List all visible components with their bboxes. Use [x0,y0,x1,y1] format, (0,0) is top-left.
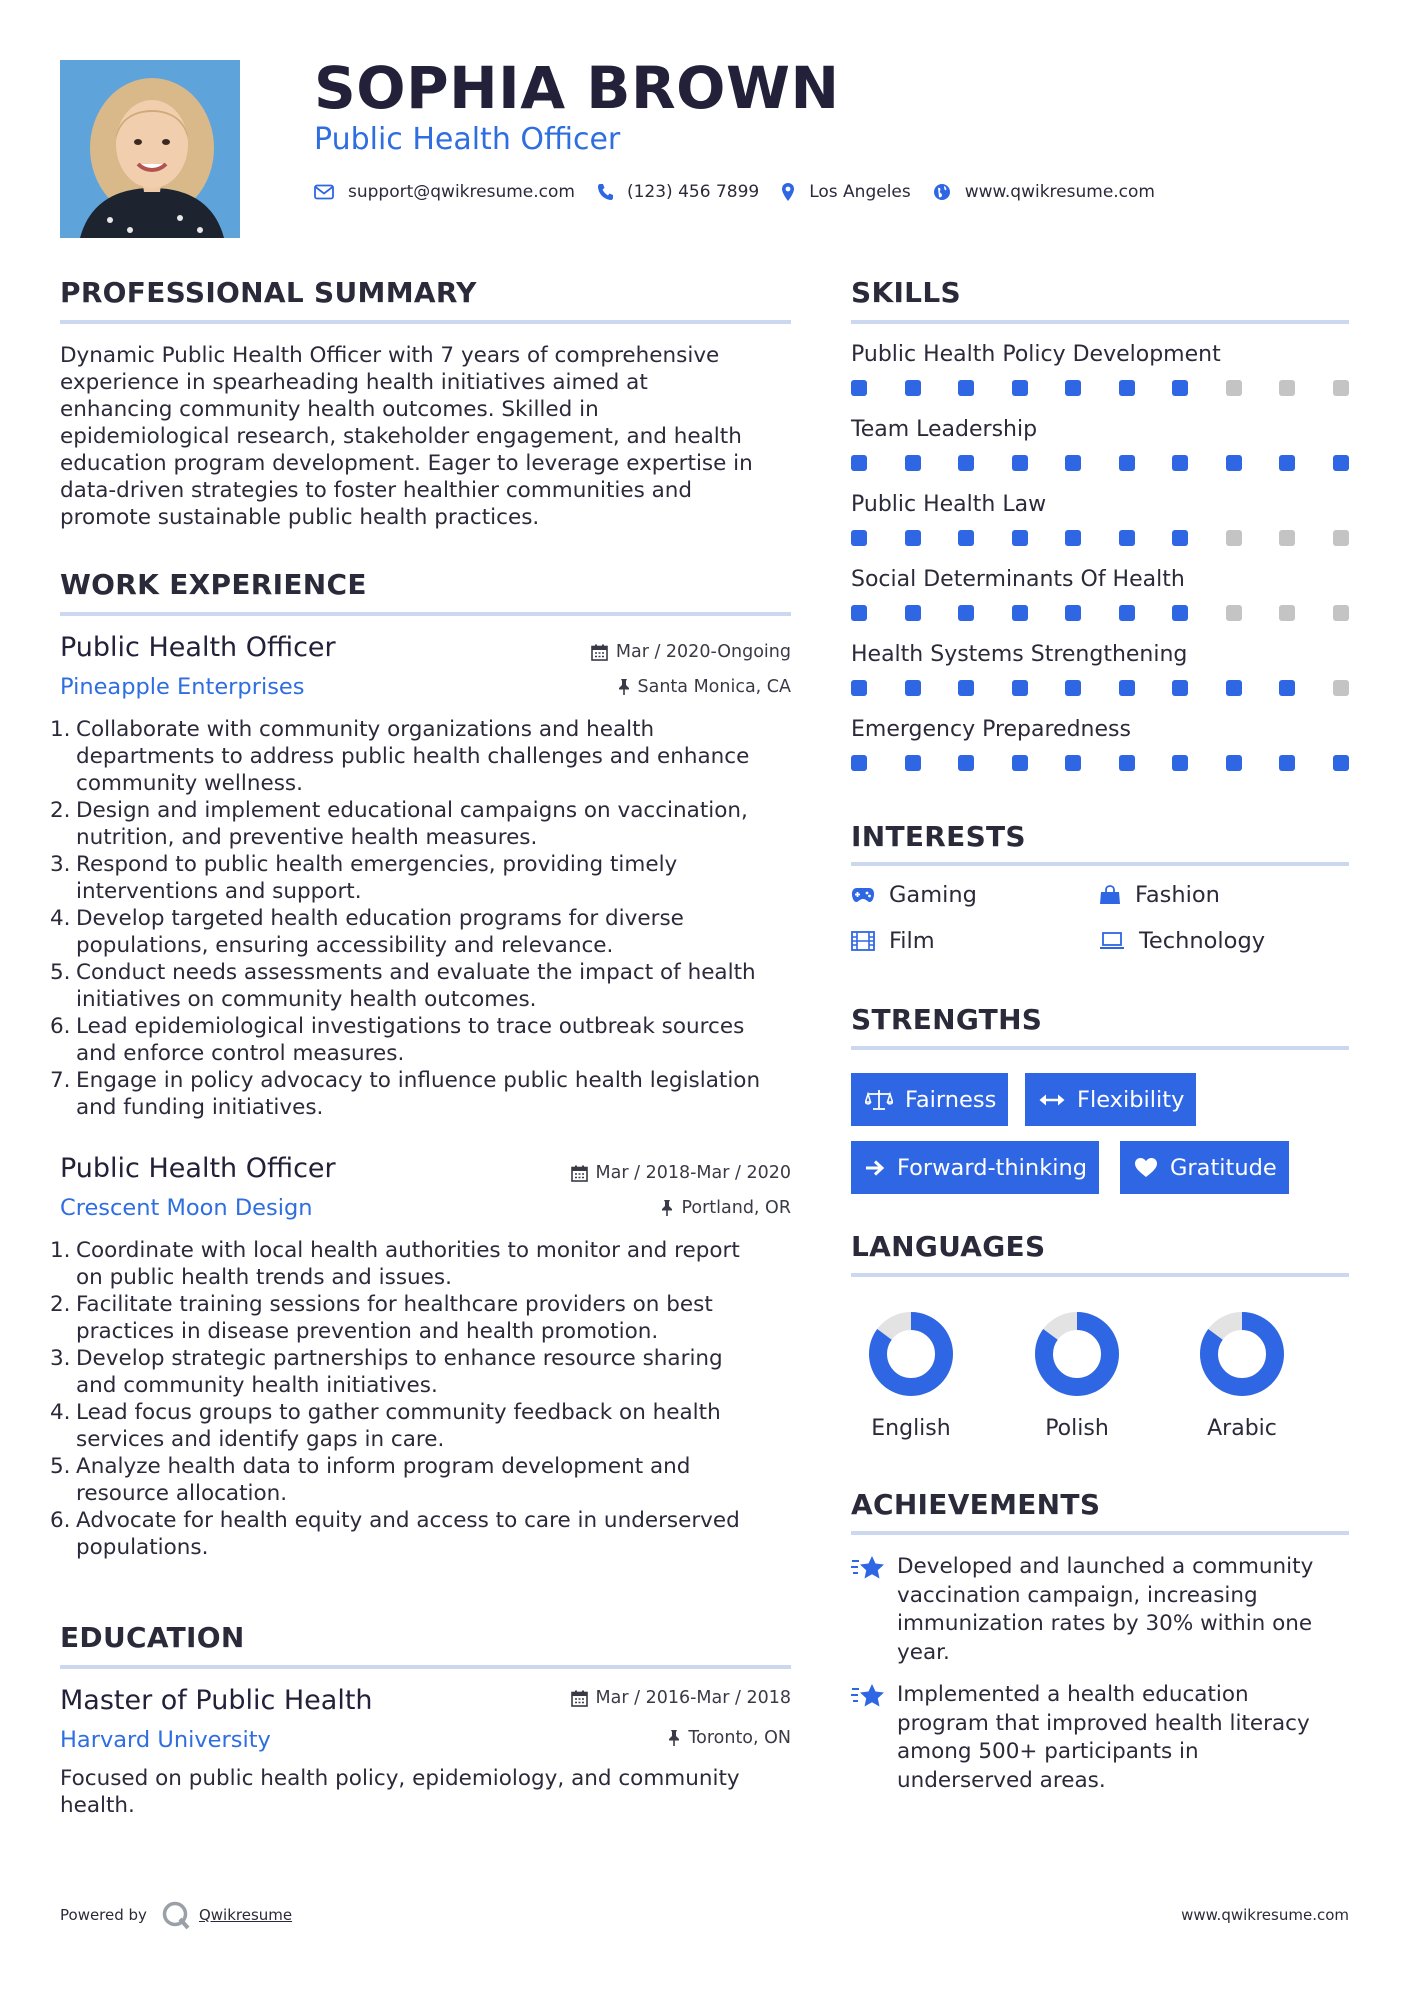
skill-item [851,717,1349,771]
strength-tag [1025,1073,1196,1126]
company-name: Crescent Moon Design [60,1195,313,1221]
item-line: Coordinate with local health authorities to monitor and report [76,1238,740,1263]
item-number: 1. [50,1238,71,1263]
section-title-skills: SKILLS [851,276,961,309]
star-icon [851,1683,885,1709]
item-line: populations. [76,1535,209,1560]
skill-item [851,342,1349,396]
rating-dot-empty [1333,380,1349,396]
item-line: populations, ensuring accessibility and relevance. [76,933,614,958]
rating-dot-filled [1065,605,1081,621]
item-number: 7. [50,1068,71,1093]
film-icon [851,931,875,951]
rating-dot-filled [1279,755,1295,771]
phone-icon [597,183,613,201]
rating-dot-filled [1172,380,1188,396]
skill-rating [851,680,1349,696]
rating-dot-filled [958,455,974,471]
item-line: Develop targeted health education programs for diverse [76,906,684,931]
job-dates [591,642,791,662]
job-bullet-list [50,716,810,1121]
rating-dot-filled [905,755,921,771]
rating-dot-filled [1012,530,1028,546]
job-bullet-list [50,1237,810,1561]
laptop-icon [1099,932,1125,950]
section-title-languages: LANGUAGES [851,1230,1046,1263]
education-line: Focused on public health policy, epidemiology, and community [60,1766,740,1791]
education-location [668,1728,791,1748]
achievement-item [851,1681,1351,1795]
section-title-experience: WORK EXPERIENCE [60,568,367,601]
rating-dot-filled [851,455,867,471]
achievement-item [851,1553,1351,1667]
item-line: Respond to public health emergencies, providing timely [76,852,678,877]
list-item [50,1507,810,1561]
summary-line: epidemiological research, stakeholder engagement, and health [60,424,742,449]
rating-dot-filled [851,605,867,621]
rating-dot-filled [1119,530,1135,546]
rating-dot-filled [1012,455,1028,471]
interest-item [1099,882,1220,908]
job-title: Public Health Officer [60,632,336,663]
skill-name: Public Health Law [851,492,1047,517]
interest-item [851,928,935,954]
job-location-text: Santa Monica, CA [637,677,791,697]
calendar-icon [591,644,608,661]
calendar-icon [571,1690,588,1707]
contact-email-text: support@qwikresume.com [348,182,575,202]
interest-label: Fashion [1135,882,1220,908]
job-dates [571,1163,791,1183]
degree-title: Master of Public Health [60,1685,373,1716]
rating-dot-filled [1012,605,1028,621]
rating-dot-filled [1119,455,1135,471]
rating-dot-filled [1172,680,1188,696]
item-number: 6. [50,1014,71,1039]
item-line: nutrition, and preventive health measures. [76,825,538,850]
rating-dot-filled [1065,530,1081,546]
section-divider [60,1665,791,1669]
item-line: interventions and support. [76,879,362,904]
item-line: and enforce control measures. [76,1041,405,1066]
education-line: health. [60,1793,135,1818]
achievement-line: immunization rates by 30% within one [897,1611,1313,1636]
company-name: Pineapple Enterprises [60,674,305,700]
footer-url[interactable]: www.qwikresume.com [1181,1906,1349,1924]
rating-dot-empty [1333,530,1349,546]
item-line: initiatives on community health outcomes. [76,987,537,1012]
interest-label: Technology [1139,928,1266,954]
interest-label: Gaming [889,882,977,908]
job-dates-text: Mar / 2020-Ongoing [615,642,791,662]
rating-dot-empty [1333,680,1349,696]
contact-phone-text: (123) 456 7899 [626,182,760,202]
pushpin-icon [668,1729,680,1747]
job-location-text: Portland, OR [681,1198,791,1218]
list-item [50,1399,810,1453]
pushpin-icon [618,678,630,696]
list-item [50,1291,810,1345]
contact-email[interactable] [314,182,575,202]
skill-item [851,417,1349,471]
list-item [50,1013,810,1067]
language-item [1172,1310,1312,1441]
list-item [50,1067,810,1121]
skill-item [851,492,1349,546]
rating-dot-filled [958,380,974,396]
section-title-achievements: ACHIEVEMENTS [851,1488,1101,1521]
rating-dot-filled [1226,455,1242,471]
item-number: 4. [50,1400,71,1425]
language-label: English [871,1416,951,1441]
strength-label: Gratitude [1170,1154,1277,1181]
rating-dot-filled [1119,680,1135,696]
item-line: practices in disease prevention and health promotion. [76,1319,659,1344]
rating-dot-filled [905,680,921,696]
list-item [50,716,810,797]
rating-dot-filled [958,530,974,546]
item-line: community wellness. [76,771,303,796]
skill-rating [851,605,1349,621]
strength-tag [851,1073,1008,1126]
rating-dot-filled [851,530,867,546]
section-divider [851,320,1349,324]
rating-dot-filled [905,455,921,471]
summary-line: education program development. Eager to leverage expertise in [60,451,753,476]
skill-item [851,642,1349,696]
qwikresume-logo-icon [161,1900,191,1930]
rating-dot-filled [1279,455,1295,471]
rating-dot-filled [958,605,974,621]
rating-dot-filled [1333,455,1349,471]
rating-dot-filled [905,380,921,396]
rating-dot-filled [1065,680,1081,696]
list-item [50,1453,810,1507]
rating-dot-filled [1065,455,1081,471]
achievement-line: Developed and launched a community [897,1554,1314,1579]
language-item [841,1310,981,1441]
rating-dot-filled [1065,380,1081,396]
item-line: Lead focus groups to gather community feedback on health [76,1400,721,1425]
item-number: 4. [50,906,71,931]
list-item [50,851,810,905]
skill-name: Health Systems Strengthening [851,642,1188,667]
skill-name: Emergency Preparedness [851,717,1131,742]
section-title-education: EDUCATION [60,1621,245,1654]
job-title: Public Health Officer [60,1153,336,1184]
item-number: 3. [50,1346,71,1371]
star-icon [851,1555,885,1581]
achievement-line: year. [897,1639,950,1665]
item-line: and community health initiatives. [76,1373,438,1398]
item-number: 2. [50,1292,71,1317]
item-number: 3. [50,852,71,877]
section-divider [851,1531,1349,1535]
rating-dot-filled [958,755,974,771]
item-line: Engage in policy advocacy to influence public health legislation [76,1068,761,1093]
item-line: on public health trends and issues. [76,1265,452,1290]
rating-dot-filled [851,380,867,396]
rating-dot-filled [1012,755,1028,771]
list-item [50,1237,810,1291]
section-title-interests: INTERESTS [851,820,1026,853]
rating-dot-filled [851,680,867,696]
strength-label: Fairness [905,1086,997,1113]
item-line: services and identify gaps in care. [76,1427,445,1452]
contact-website[interactable] [933,182,1155,202]
footer-powered-by [60,1900,292,1930]
rating-dot-empty [1279,380,1295,396]
item-number: 1. [50,717,71,742]
item-line: Lead epidemiological investigations to trace outbreak sources [76,1014,745,1039]
interest-item [1099,928,1265,954]
summary-line: promote sustainable public health practices. [60,505,540,530]
rating-dot-filled [1279,680,1295,696]
summary-line: data-driven strategies to foster healthier communities and [60,478,693,503]
job-location [661,1198,791,1218]
item-line: Facilitate training sessions for healthcare providers on best [76,1292,713,1317]
shopping-bag-icon [1099,885,1121,905]
achievement-line: Implemented a health education [897,1682,1249,1707]
rating-dot-filled [1012,680,1028,696]
section-divider [851,1273,1349,1277]
candidate-title: Public Health Officer [314,122,621,157]
map-pin-icon [781,182,795,202]
profile-photo [60,60,240,238]
summary-text [60,342,800,531]
item-line: departments to address public health challenges and enhance [76,744,750,769]
rating-dot-empty [1226,380,1242,396]
list-item [50,797,810,851]
language-progress-ring [1198,1310,1286,1398]
job-location [618,677,792,697]
item-line: Analyze health data to inform program development and [76,1454,691,1479]
language-item [1007,1310,1147,1441]
item-number: 5. [50,1454,71,1479]
section-divider [851,1046,1349,1050]
section-title-summary: PROFESSIONAL SUMMARY [60,276,477,309]
achievement-line: among 500+ participants in [897,1739,1199,1764]
rating-dot-filled [1172,755,1188,771]
rating-dot-filled [1012,380,1028,396]
item-number: 6. [50,1508,71,1533]
rating-dot-filled [958,680,974,696]
rating-dot-filled [1226,755,1242,771]
strength-tag [1120,1141,1289,1194]
gamepad-icon [851,887,875,903]
rating-dot-filled [1119,755,1135,771]
skill-rating [851,455,1349,471]
summary-line: Dynamic Public Health Officer with 7 years of comprehensive [60,343,720,368]
strength-label: Forward-thinking [897,1154,1088,1181]
contact-location-text: Los Angeles [809,182,911,202]
item-line: Conduct needs assessments and evaluate the impact of health [76,960,756,985]
pushpin-icon [661,1199,673,1217]
heart-icon [1134,1157,1158,1178]
rating-dot-filled [1119,605,1135,621]
item-line: resource allocation. [76,1481,288,1506]
rating-dot-filled [1172,455,1188,471]
rating-dot-filled [905,530,921,546]
contact-location [781,182,911,202]
skill-name: Social Determinants Of Health [851,567,1185,592]
rating-dot-empty [1226,530,1242,546]
item-number: 2. [50,798,71,823]
contact-bar [314,178,1177,206]
scale-icon [865,1089,893,1111]
skill-name: Public Health Policy Development [851,342,1221,367]
strength-tag [851,1141,1099,1194]
summary-line: experience in spearheading health initiatives aimed at [60,370,648,395]
rating-dot-empty [1333,605,1349,621]
strength-label: Flexibility [1077,1086,1185,1113]
calendar-icon [571,1165,588,1182]
education-dates [571,1688,791,1708]
summary-line: enhancing community health outcomes. Skilled in [60,397,599,422]
section-divider [60,612,791,616]
list-item [50,1345,810,1399]
list-item [50,959,810,1013]
rating-dot-filled [1226,680,1242,696]
item-line: Design and implement educational campaigns on vaccination, [76,798,748,823]
rating-dot-filled [1333,755,1349,771]
skill-name: Team Leadership [851,417,1038,442]
interest-item [851,882,977,908]
contact-phone[interactable] [597,182,759,202]
powered-by-text: Powered by [60,1906,147,1924]
arrow-right-icon [865,1159,885,1177]
rating-dot-filled [1065,755,1081,771]
rating-dot-filled [1172,530,1188,546]
education-description [60,1765,800,1819]
contact-website-text: www.qwikresume.com [964,182,1155,202]
rating-dot-filled [1119,380,1135,396]
school-name: Harvard University [60,1727,271,1753]
qwikresume-link[interactable]: Qwikresume [198,1906,293,1924]
section-divider [851,862,1349,866]
interest-label: Film [889,928,935,954]
portrait-image [60,60,240,238]
achievement-line: program that improved health literacy [897,1710,1310,1736]
achievement-line: vaccination campaign, increasing [897,1582,1258,1608]
list-item [50,905,810,959]
achievement-line: underserved areas. [897,1767,1106,1793]
item-line: Develop strategic partnerships to enhance resource sharing [76,1346,723,1371]
item-line: Advocate for health equity and access to care in underserved [76,1508,740,1533]
section-divider [60,320,791,324]
skill-item [851,567,1349,621]
item-number: 5. [50,960,71,985]
language-label: Arabic [1207,1416,1277,1441]
language-progress-ring [1033,1310,1121,1398]
globe-icon [933,183,951,201]
skill-rating [851,380,1349,396]
arrows-horizontal-icon [1039,1093,1065,1107]
job-dates-text: Mar / 2018-Mar / 2020 [595,1163,791,1183]
skill-rating [851,755,1349,771]
education-dates-text: Mar / 2016-Mar / 2018 [595,1688,791,1708]
candidate-name: SOPHIA BROWN [314,54,840,122]
section-title-strengths: STRENGTHS [851,1003,1043,1036]
rating-dot-filled [905,605,921,621]
item-line: and funding initiatives. [76,1095,324,1120]
rating-dot-filled [851,755,867,771]
language-label: Polish [1045,1416,1109,1441]
rating-dot-empty [1279,605,1295,621]
skill-rating [851,530,1349,546]
envelope-icon [314,184,334,200]
rating-dot-empty [1226,605,1242,621]
rating-dot-empty [1279,530,1295,546]
rating-dot-filled [1172,605,1188,621]
education-location-text: Toronto, ON [688,1728,791,1748]
item-line: Collaborate with community organizations and health [76,717,655,742]
language-progress-ring [867,1310,955,1398]
